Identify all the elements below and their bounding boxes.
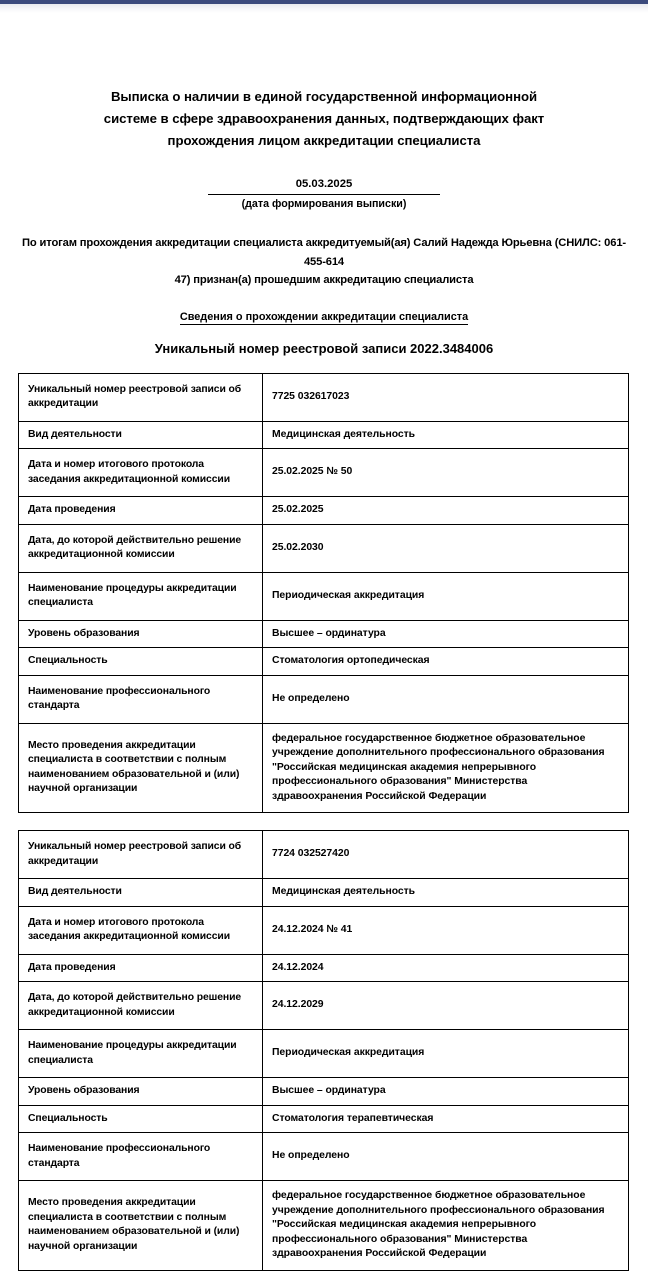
table-row (19, 449, 629, 497)
table-row (19, 954, 629, 982)
table-row (19, 524, 629, 572)
label-protocol-date-number: Дата и номер итогового протокола заседания аккредитационной комиссии (19, 449, 263, 497)
table-row (19, 1078, 629, 1106)
value-education-level: Высшее – ординатура (263, 1078, 629, 1106)
issue-date-block (0, 177, 648, 212)
table-row (19, 1181, 629, 1271)
table-row (19, 675, 629, 723)
label-education-level: Уровень образования (19, 1078, 263, 1106)
value-valid-until: 25.02.2030 (263, 524, 629, 572)
label-conduct-date: Дата проведения (19, 497, 263, 525)
label-valid-until: Дата, до которой действительно решение аккредитационной комиссии (19, 982, 263, 1030)
value-protocol-date-number: 25.02.2025 № 50 (263, 449, 629, 497)
label-activity-type: Вид деятельности (19, 879, 263, 907)
label-education-level: Уровень образования (19, 620, 263, 648)
label-registry-record-number: Уникальный номер реестровой записи об аккредитации (19, 831, 263, 879)
label-specialty: Специальность (19, 1105, 263, 1133)
accreditation-table-2 (18, 830, 629, 1271)
label-conduct-date: Дата проведения (19, 954, 263, 982)
registry-number-heading: Уникальный номер реестровой записи 2022.3484006 (154, 340, 494, 356)
value-registry-record-number: 7725 032617023 (263, 373, 629, 421)
document-page (0, 13, 648, 1259)
section-subtitle (0, 310, 648, 324)
table-row (19, 723, 629, 813)
value-activity-type: Медицинская деятельность (263, 421, 629, 449)
table-row (19, 1105, 629, 1133)
table-row (19, 497, 629, 525)
table-row (19, 906, 629, 954)
label-professional-standard: Наименование профессионального стандарта (19, 1133, 263, 1181)
intro-paragraph (0, 234, 648, 290)
table-row (19, 421, 629, 449)
table-row (19, 982, 629, 1030)
value-place: федеральное государственное бюджетное образовательное учреждение дополнительного профессионального образования "Российская медицинская академия непрерывного профессионального образования" Министерства здравоохранения Российской Федерации (263, 723, 629, 813)
value-place: федеральное государственное бюджетное образовательное учреждение дополнительного профессионального образования "Российская медицинская академия непрерывного профессионального образования" Министерства здравоохранения Российской Федерации (263, 1181, 629, 1271)
label-activity-type: Вид деятельности (19, 421, 263, 449)
issue-date-value: 05.03.2025 (208, 177, 440, 195)
label-place: Место проведения аккредитации специалиста в соответствии с полным наименованием образовательной и (или) научной организации (19, 723, 263, 813)
value-procedure-name: Периодическая аккредитация (263, 572, 629, 620)
label-procedure-name: Наименование процедуры аккредитации специалиста (19, 1030, 263, 1078)
table-row (19, 1030, 629, 1078)
value-conduct-date: 25.02.2025 (263, 497, 629, 525)
accreditation-table-1 (18, 373, 629, 814)
viewer-top-gradient (0, 4, 648, 13)
table-row (19, 1133, 629, 1181)
page-title-line-1: Выписка о наличии в единой государственной информационной (110, 89, 538, 104)
intro-line-2: 47) признан(а) прошедшим аккредитацию специалиста (174, 274, 474, 286)
label-valid-until: Дата, до которой действительно решение аккредитационной комиссии (19, 524, 263, 572)
label-place: Место проведения аккредитации специалиста в соответствии с полным наименованием образовательной и (или) научной организации (19, 1181, 263, 1271)
label-specialty: Специальность (19, 648, 263, 676)
value-conduct-date: 24.12.2024 (263, 954, 629, 982)
value-specialty: Стоматология терапевтическая (263, 1105, 629, 1133)
value-protocol-date-number: 24.12.2024 № 41 (263, 906, 629, 954)
value-education-level: Высшее – ординатура (263, 620, 629, 648)
label-professional-standard: Наименование профессионального стандарта (19, 675, 263, 723)
value-valid-until: 24.12.2029 (263, 982, 629, 1030)
table-row (19, 648, 629, 676)
table-row (19, 373, 629, 421)
label-protocol-date-number: Дата и номер итогового протокола заседания аккредитационной комиссии (19, 906, 263, 954)
issue-date-caption: (дата формирования выписки) (241, 198, 407, 210)
page-title-line-2: системе в сфере здравоохранения данных, подтверждающих факт (103, 111, 545, 126)
label-procedure-name: Наименование процедуры аккредитации специалиста (19, 572, 263, 620)
value-professional-standard: Не определено (263, 675, 629, 723)
table-row (19, 879, 629, 907)
intro-line-1: По итогам прохождения аккредитации специалиста аккредитуемый(ая) Салий Надежда Юрьевна (СНИЛС: 061-455-614 (22, 237, 626, 268)
table-row (19, 572, 629, 620)
value-activity-type: Медицинская деятельность (263, 879, 629, 907)
value-registry-record-number: 7724 032527420 (263, 831, 629, 879)
section-subtitle-text: Сведения о прохождении аккредитации специалиста (179, 310, 469, 323)
issue-date-inner (208, 177, 440, 212)
page-title-line-3: прохождения лицом аккредитации специалиста (167, 133, 481, 148)
value-procedure-name: Периодическая аккредитация (263, 1030, 629, 1078)
table-row (19, 620, 629, 648)
label-registry-record-number: Уникальный номер реестровой записи об аккредитации (19, 373, 263, 421)
page-title (0, 13, 648, 152)
table-row (19, 831, 629, 879)
value-professional-standard: Не определено (263, 1133, 629, 1181)
value-specialty: Стоматология ортопедическая (263, 648, 629, 676)
